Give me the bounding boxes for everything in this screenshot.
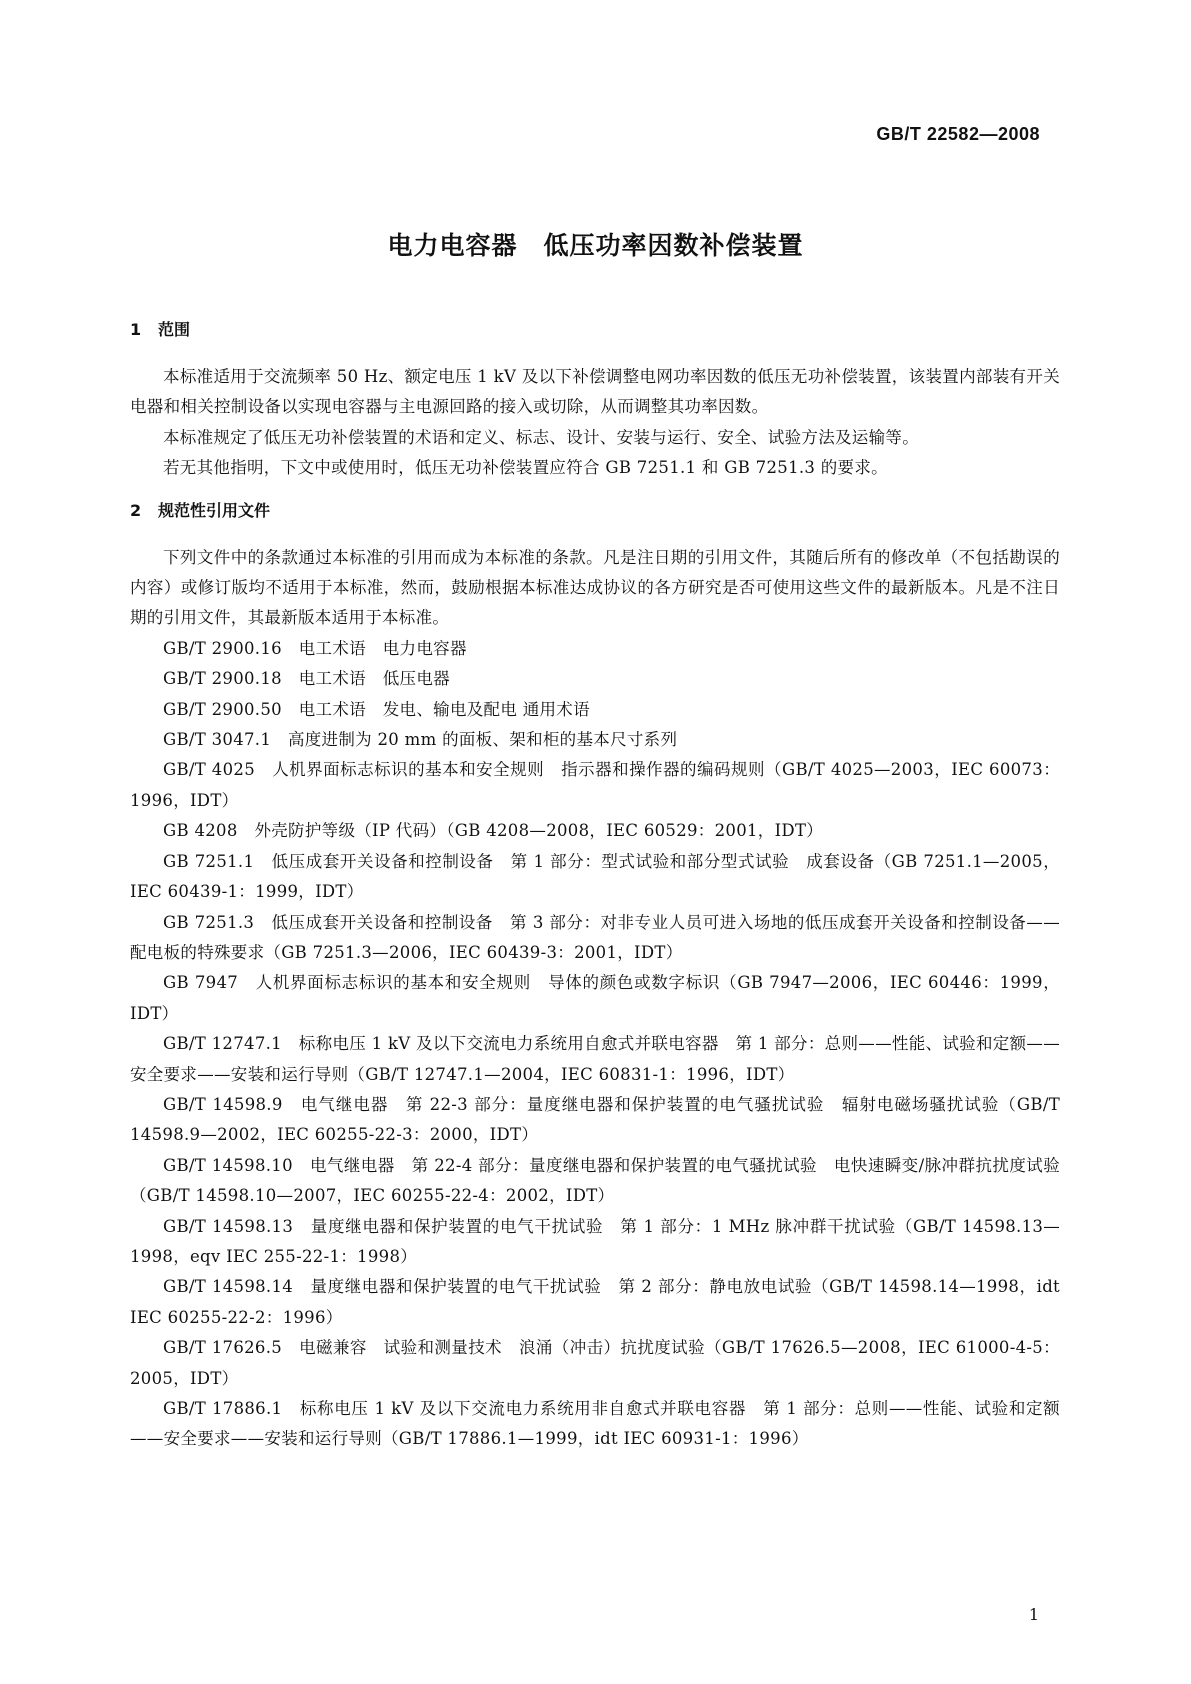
section-number: 1	[130, 320, 142, 339]
reference-item: GB/T 2900.18 电工术语 低压电器	[163, 669, 450, 689]
paragraph: 本标准适用于交流频率 50 Hz、额定电压 1 kV 及以下补偿调整电网功率因数的低压无功补偿装置，该装置内部装有开关电器和相关控制设备以实现电容器与主电源回路的接入或切除，从而调整其功率因数。	[130, 367, 1060, 417]
paragraph: 若无其他指明，下文中或使用时，低压无功补偿装置应符合 GB 7251.1 和 GB 7251.3 的要求。	[163, 458, 888, 478]
document-body	[130, 318, 1060, 1455]
reference-item: GB/T 2900.50 电工术语 发电、输电及配电 通用术语	[163, 699, 590, 719]
reference-item: GB/T 2900.16 电工术语 电力电容器	[163, 638, 467, 658]
reference-item: GB 7947 人机界面标志标识的基本和安全规则 导体的颜色或数字标识（GB 7947—2006，IEC 60446：1999，IDT）	[130, 973, 1060, 1023]
reference-item: GB/T 12747.1 标称电压 1 kV 及以下交流电力系统用自愈式并联电容器 第 1 部分：总则——性能、试验和定额——安全要求——安装和运行导则（GB/T 12747.1—2004，IEC 60831-1：1996，IDT）	[130, 1034, 1060, 1084]
reference-item: GB/T 17626.5 电磁兼容 试验和测量技术 浪涌（冲击）抗扰度试验（GB/T 17626.5—2008，IEC 61000-4-5：2005，IDT）	[130, 1338, 1060, 1388]
section-title: 范围	[158, 320, 191, 339]
reference-item: GB 7251.1 低压成套开关设备和控制设备 第 1 部分：型式试验和部分型式试验 成套设备（GB 7251.1—2005，IEC 60439-1：1999，IDT）	[130, 851, 1060, 902]
reference-item: GB/T 14598.10 电气继电器 第 22-4 部分：量度继电器和保护装置的电气骚扰试验 电快速瞬变/脉冲群抗扰度试验（GB/T 14598.10—2007，IEC 60255-22-4：2002，IDT）	[130, 1155, 1060, 1206]
reference-item: GB/T 14598.13 量度继电器和保护装置的电气干扰试验 第 1 部分：1 MHz 脉冲群干扰试验（GB/T 14598.13—1998，eqv IEC 255-22-1：1998）	[130, 1216, 1060, 1266]
section-heading-scope	[130, 318, 1060, 342]
reference-item: GB 4208 外壳防护等级（IP 代码）（GB 4208—2008，IEC 60529：2001，IDT）	[163, 821, 824, 841]
paragraph: 本标准规定了低压无功补偿装置的术语和定义、标志、设计、安装与运行、安全、试验方法及运输等。	[163, 427, 919, 447]
paragraph: 下列文件中的条款通过本标准的引用而成为本标准的条款。凡是注日期的引用文件，其随后所有的修改单（不包括勘误的内容）或修订版均不适用于本标准，然而，鼓励根据本标准达成协议的各方研究是否可使用这些文件的最新版本。凡是不注日期的引用文件，其最新版本适用于本标准。	[130, 547, 1060, 628]
section-number: 2	[130, 500, 142, 520]
page-number: 1	[1028, 1605, 1039, 1624]
reference-item: GB/T 14598.9 电气继电器 第 22-3 部分：量度继电器和保护装置的电气骚扰试验 辐射电磁场骚扰试验（GB/T 14598.9—2002，IEC 60255-22-3：2000，IDT）	[130, 1094, 1060, 1145]
reference-list	[130, 634, 1060, 1455]
reference-item: GB/T 17886.1 标称电压 1 kV 及以下交流电力系统用非自愈式并联电容器 第 1 部分：总则——性能、试验和定额——安全要求——安装和运行导则（GB/T 17886.1—1999，idt IEC 60931-1：1996）	[130, 1399, 1060, 1449]
standard-code: GB/T 22582—2008	[876, 124, 1040, 144]
reference-item: GB 7251.3 低压成套开关设备和控制设备 第 3 部分：对非专业人员可进入场地的低压成套开关设备和控制设备——配电板的特殊要求（GB 7251.3—2006，IEC 60439-3：2001，IDT）	[130, 912, 1060, 962]
section-title: 规范性引用文件	[158, 500, 271, 520]
section-heading-normative-references	[130, 499, 1060, 523]
reference-item: GB/T 14598.14 量度继电器和保护装置的电气干扰试验 第 2 部分：静电放电试验（GB/T 14598.14—1998，idt IEC 60255-22-2：1996）	[130, 1277, 1060, 1327]
reference-item: GB/T 3047.1 高度进制为 20 mm 的面板、架和柜的基本尺寸系列	[163, 730, 678, 750]
document-title: 电力电容器 低压功率因数补偿装置	[387, 231, 804, 260]
reference-item: GB/T 4025 人机界面标志标识的基本和安全规则 指示器和操作器的编码规则（GB/T 4025—2003，IEC 60073：1996，IDT）	[130, 760, 1060, 810]
